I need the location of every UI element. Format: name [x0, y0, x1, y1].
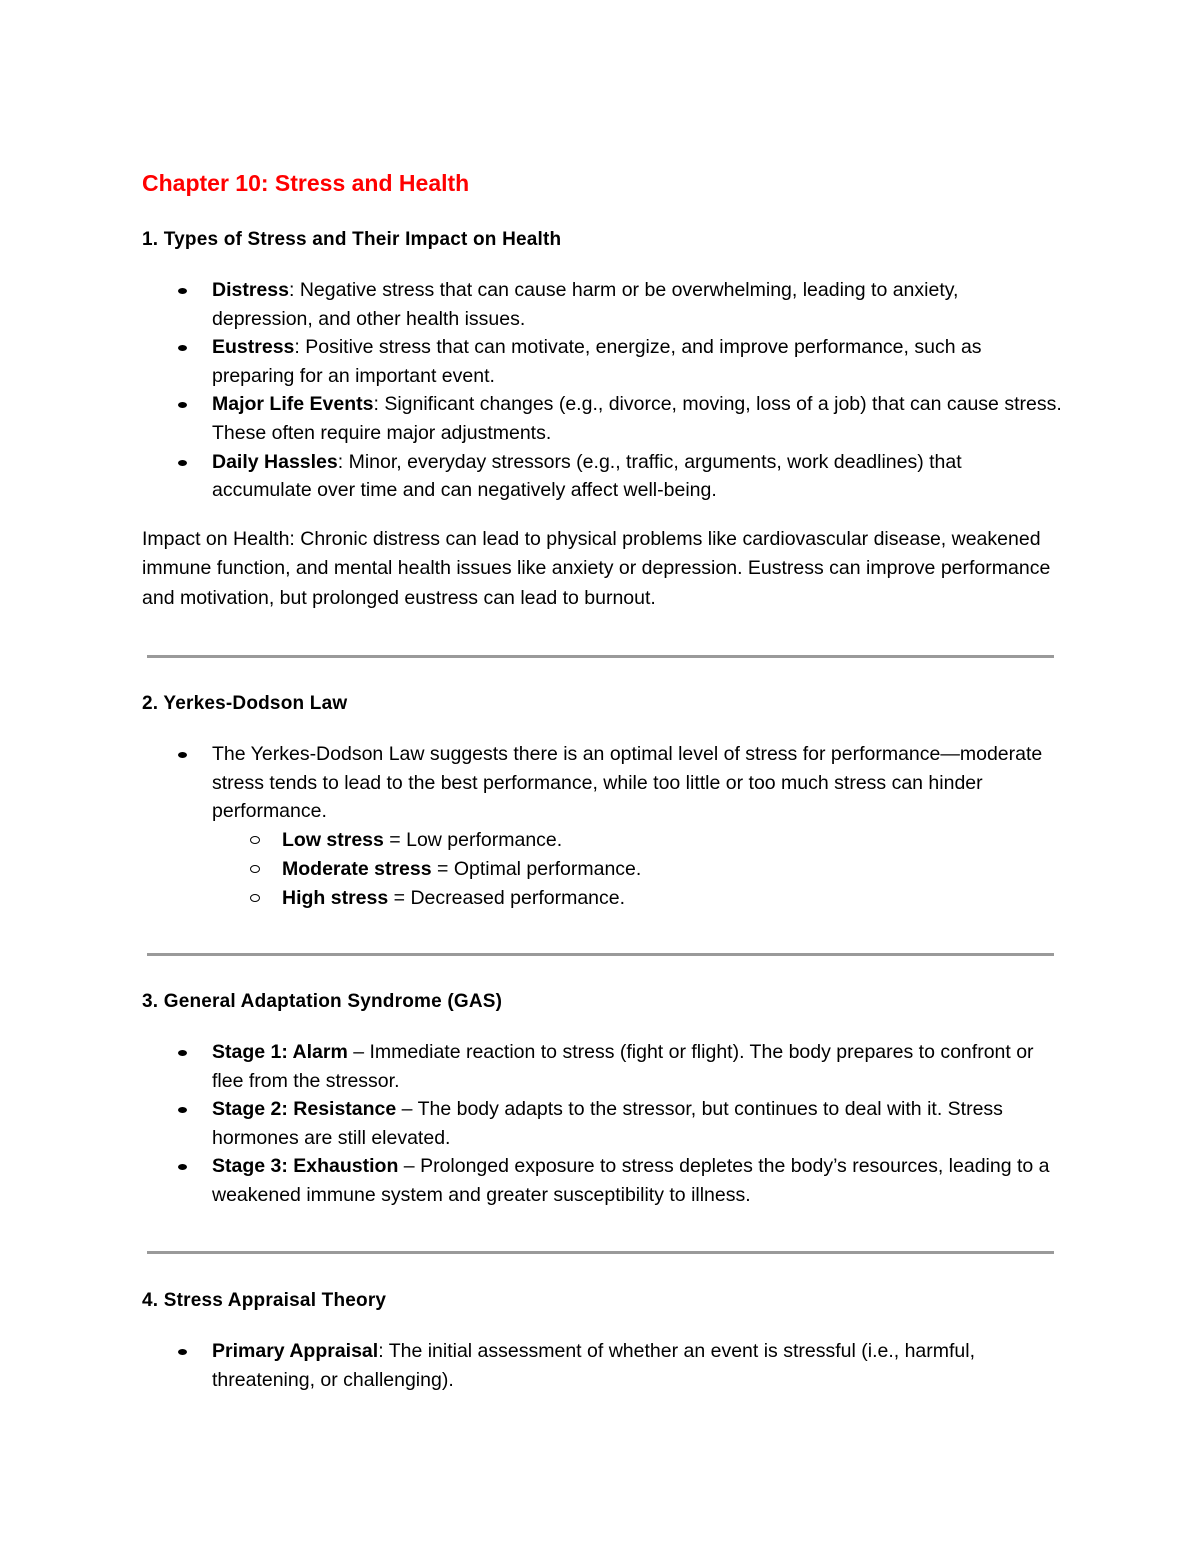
term: Low stress	[282, 828, 384, 851]
term: Moderate stress	[282, 857, 432, 880]
bullet-icon	[178, 402, 187, 408]
bullet-icon	[178, 1107, 187, 1113]
section-heading: 4. Stress Appraisal Theory	[142, 1290, 387, 1311]
term: Eustress	[212, 336, 295, 359]
separator: :	[337, 450, 349, 473]
sub-list-item	[282, 884, 1062, 913]
term: Primary Appraisal	[212, 1340, 379, 1362]
list-item	[212, 333, 1062, 390]
section-2	[142, 690, 1062, 913]
definition: Prolonged exposure to stress depletes the body’s resources, leading to a weakened immune system and greater susceptibility to illness.	[212, 1155, 1050, 1206]
section-heading: 2. Yerkes-Dodson Law	[142, 693, 348, 714]
definition: Negative stress that can cause harm or be overwhelming, leading to anxiety, depression, and other health issues.	[212, 279, 959, 330]
term: Major Life Events	[212, 393, 374, 416]
horizontal-divider	[147, 1251, 1054, 1254]
term: High stress	[282, 886, 389, 909]
list-text: The Yerkes-Dodson Law suggests there is an optimal level of stress for performance—moderate stress tends to lead to the best performance, while too little or too much stress can hinder performance.	[212, 743, 1043, 823]
list-item	[212, 740, 1062, 913]
bullet-list	[142, 1337, 1062, 1394]
hollow-bullet-icon	[250, 865, 260, 873]
sub-list-item	[282, 826, 1062, 855]
bullet-list	[142, 276, 1062, 505]
list-item	[212, 1038, 1062, 1095]
section-3	[142, 988, 1062, 1210]
definition: Significant changes (e.g., divorce, moving, loss of a job) that can cause stress. These often require major adjustments.	[212, 393, 1062, 444]
separator: :	[378, 1340, 389, 1362]
list-item	[212, 276, 1062, 333]
bullet-icon	[178, 345, 187, 351]
list-item	[212, 1337, 1062, 1394]
separator: =	[431, 857, 454, 880]
bullet-icon	[178, 1164, 187, 1170]
separator: :	[294, 336, 306, 359]
hollow-bullet-icon	[250, 836, 260, 844]
definition: Positive stress that can motivate, energize, and improve performance, such as preparing for an important event.	[212, 336, 982, 387]
bullet-icon	[178, 288, 187, 294]
separator: –	[347, 1041, 370, 1063]
impact-paragraph: Impact on Health: Chronic distress can lead to physical problems like cardiovascular disease, weakened immune function, and mental health issues like anxiety or depression. Eustress can improve performance and motivation, but prolonged eustress can lead to burnout.	[142, 527, 1051, 609]
bullet-icon	[178, 752, 187, 758]
term: Stage 2: Resistance	[212, 1098, 397, 1121]
definition: Minor, everyday stressors (e.g., traffic, arguments, work deadlines) that accumulate over time and can negatively affect well-being.	[212, 450, 962, 502]
separator: =	[388, 886, 411, 909]
hollow-bullet-icon	[250, 894, 260, 902]
bullet-icon	[178, 1050, 187, 1056]
separator: :	[373, 393, 385, 416]
definition: Optimal performance.	[453, 857, 642, 880]
definition: The initial assessment of whether an event is stressful (i.e., harmful, threatening, or challenging).	[212, 1340, 976, 1391]
list-item	[212, 1152, 1062, 1209]
bullet-list	[142, 740, 1062, 913]
sub-list-item	[282, 855, 1062, 884]
list-item	[212, 390, 1062, 447]
bullet-icon	[178, 1349, 187, 1355]
bullet-list	[142, 1038, 1062, 1210]
definition: Decreased performance.	[410, 886, 626, 909]
term: Distress	[212, 279, 289, 301]
definition: Low performance.	[406, 828, 563, 851]
separator: –	[396, 1098, 418, 1121]
section-heading: 3. General Adaptation Syndrome (GAS)	[142, 991, 503, 1012]
definition: The body adapts to the stressor, but continues to deal with it. Stress hormones are still elevated.	[212, 1098, 1003, 1149]
bullet-icon	[178, 460, 187, 466]
term: Stage 3: Exhaustion	[212, 1155, 399, 1178]
section-1	[142, 166, 1062, 613]
section-4	[142, 1287, 1062, 1394]
separator: –	[398, 1155, 421, 1178]
sub-list	[212, 826, 1062, 913]
separator: :	[288, 279, 300, 301]
horizontal-divider	[147, 655, 1054, 658]
horizontal-divider	[147, 953, 1054, 956]
separator: =	[383, 828, 407, 851]
section-heading: 1. Types of Stress and Their Impact on Health	[142, 229, 562, 250]
list-item	[212, 1095, 1062, 1152]
chapter-title: Chapter 10: Stress and Health	[142, 170, 470, 196]
term: Stage 1: Alarm	[212, 1041, 348, 1063]
term: Daily Hassles	[212, 450, 338, 473]
list-item	[212, 448, 1062, 505]
definition: Immediate reaction to stress (fight or flight). The body prepares to confront or flee from the stressor.	[212, 1041, 1034, 1092]
